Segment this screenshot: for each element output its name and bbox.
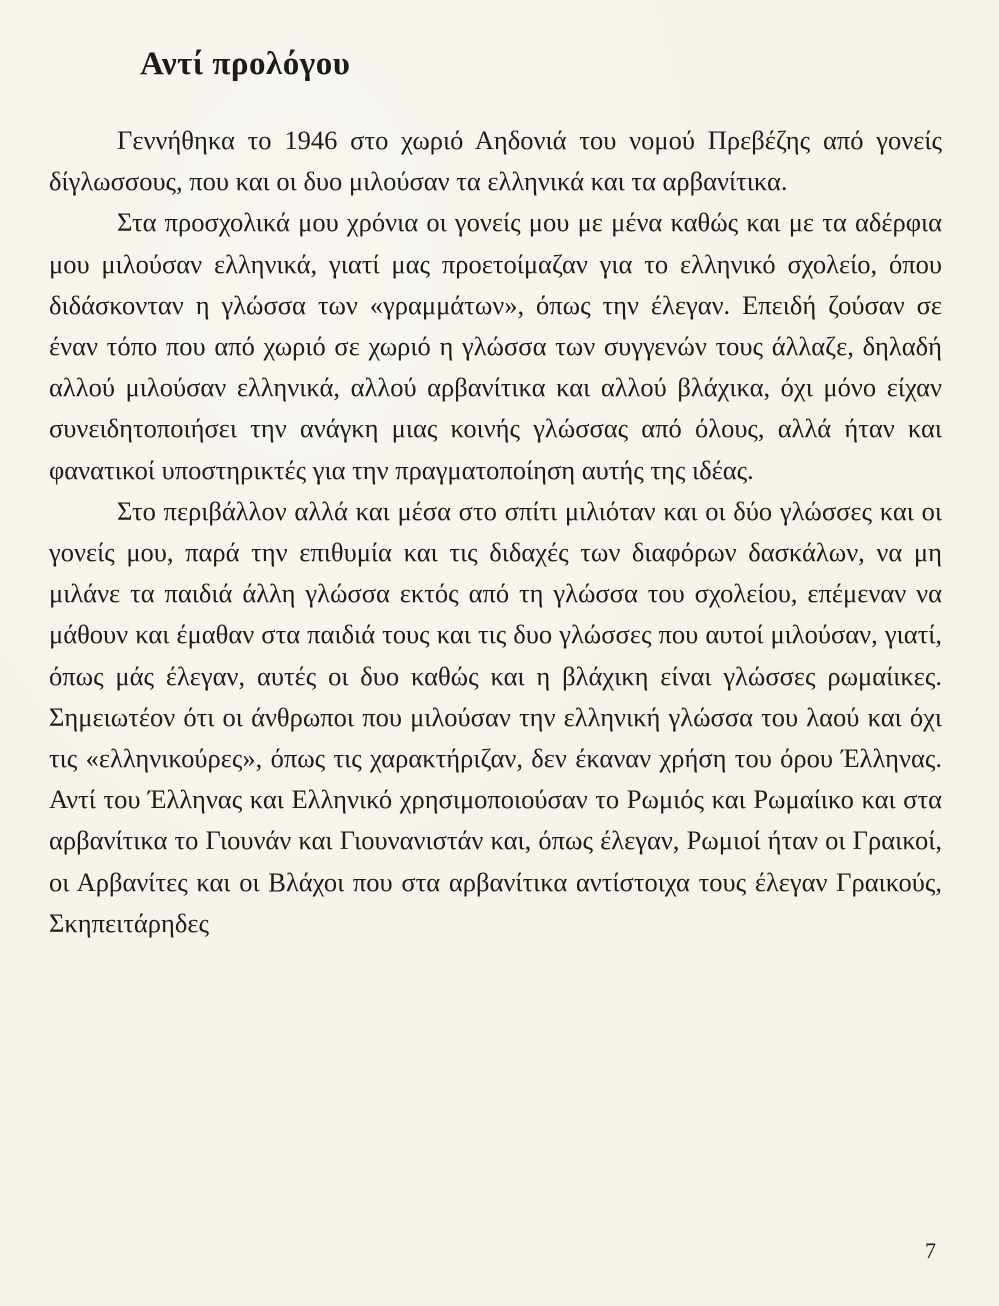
paragraph: Στα προσχολικά μου χρόνια οι γονείς μου με μένα καθώς και με τα αδέρφια μου μιλούσαν ελληνικά, γιατί μας προετοίμαζαν για το ελληνικό σχολείο, όπου διδάσκονταν η γλώσσα των «γραμμάτων», όπως την έλεγαν. Επειδή ζούσαν σε έναν τόπο που από χωριό σε χωριό η γλώσσα των συγγενών τους άλλαζε, δηλαδή αλλού μιλούσαν ελληνικά, αλλού αρβανίτικα και αλλού βλάχικα, όχι μόνο είχαν συνειδητοποιήσει την ανάγκη μιας κοινής γλώσσας από όλους, αλλά ήταν και φανατικοί υποστηρικτές για την πραγματοποίηση αυτής της ιδέας. [49, 207, 942, 485]
chapter-title: Αντί προλόγου [140, 46, 351, 82]
paragraph: Γεννήθηκα το 1946 στο χωριό Αηδονιά του νομού Πρεβέζης από γονείς δίγλωσσους, που και οι δυο μιλούσαν τα ελληνικά και τα αρβανίτικα. [49, 125, 942, 197]
page-number: 7 [925, 1238, 936, 1263]
body-text [49, 120, 942, 944]
paragraph: Στο περιβάλλον αλλά και μέσα στο σπίτι μιλιόταν και οι δύο γλώσσες και οι γονείς μου, παρά την επιθυμία και τις διδαχές των διαφόρων δασκάλων, να μη μιλάνε τα παιδιά άλλη γλώσσα εκτός από τη γλώσσα του σχολείου, επέμεναν να μάθουν και έμαθαν στα παιδιά τους και τις δυο γλώσσες που αυτοί μιλούσαν, γιατί, όπως μάς έλεγαν, αυτές οι δυο καθώς και η βλάχικη είναι γλώσσες ρωμαίικες. Σημειωτέον ότι οι άνθρωποι που μιλούσαν την ελληνική γλώσσα του λαού και όχι τις «ελληνικούρες», όπως τις χαρακτήριζαν, δεν έκαναν χρήση του όρου Έλληνας. Αντί του Έλληνας και Ελληνικό χρησιμοποιούσαν το Ρωμιός και Ρωμαίικο και στα αρβανίτικα το Γιουνάν και Γιουνανιστάν και, όπως έλεγαν, Ρωμιοί ήταν οι Γραικοί, οι Αρβανίτες και οι Βλάχοι που στα αρβανίτικα αντίστοιχα τους έλεγαν Γραικούς, Σκηπειτάρηδες [49, 495, 942, 938]
